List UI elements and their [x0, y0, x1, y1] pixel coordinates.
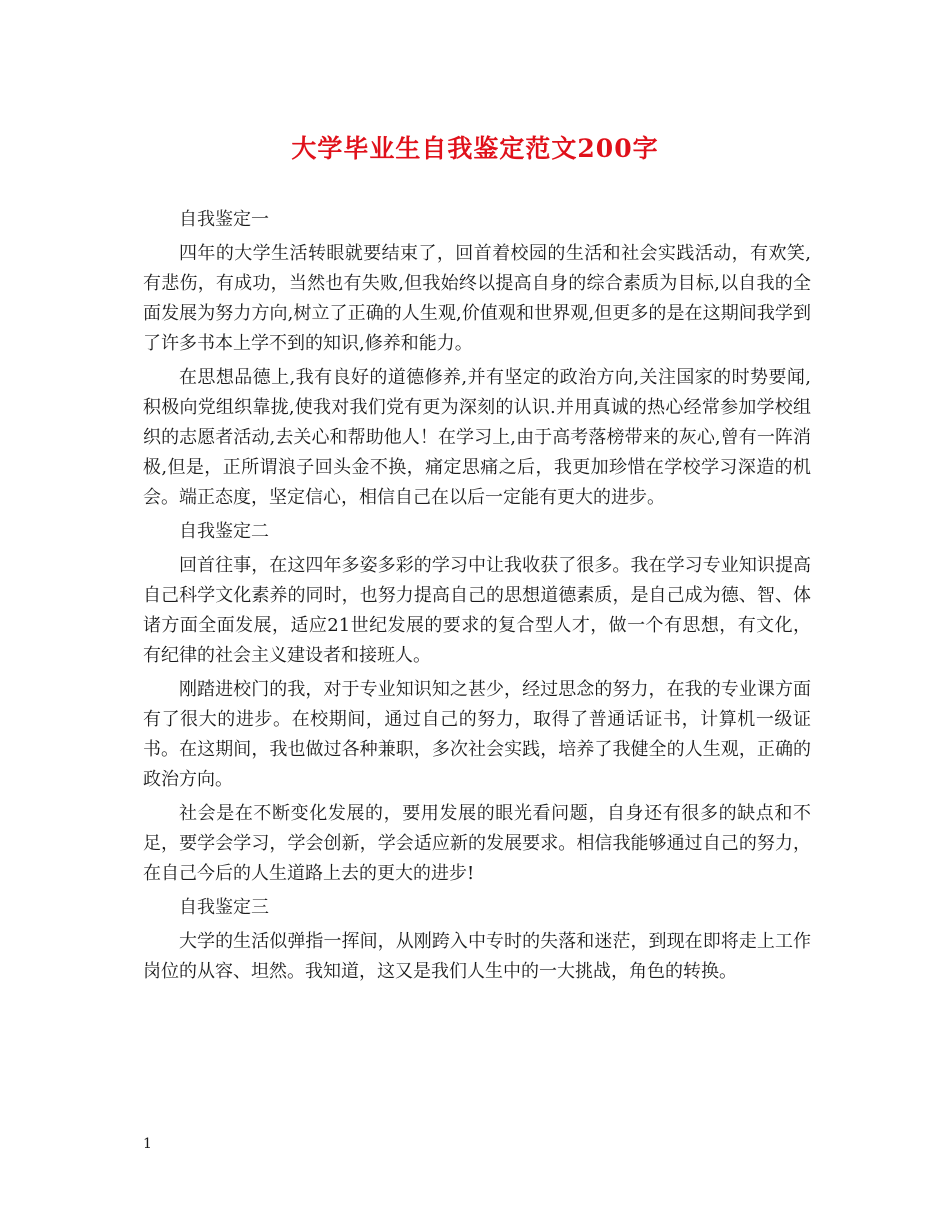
section-heading: 自我鉴定三 — [179, 897, 269, 918]
section-2 — [143, 517, 811, 889]
paragraph: 社会是在不断变化发展的，要用发展的眼光看问题，自身还有很多的缺点和不足，要学会学习，学会创新，学会适应新的发展要求。相信我能够通过自己的努力，在自己今后的人生道路上去的更大的进步! — [143, 803, 811, 884]
section-3 — [143, 893, 811, 987]
document-body — [143, 205, 811, 991]
page-number: 1 — [143, 1136, 152, 1152]
document-title: 大学毕业生自我鉴定范文200字 — [291, 134, 659, 163]
paragraph: 刚踏进校门的我，对于专业知识知之甚少，经过思念的努力，在我的专业课方面有了很大的进步。在校期间，通过自己的努力，取得了普通话证书，计算机一级证书。在这期间，我也做过各种兼职，多次社会实践，培养了我健全的人生观，正确的政治方向。 — [143, 679, 811, 790]
section-heading: 自我鉴定二 — [179, 521, 269, 542]
section-heading: 自我鉴定一 — [179, 209, 269, 230]
section-1 — [143, 205, 811, 513]
paragraph: 四年的大学生活转眼就要结束了，回首着校园的生活和社会实践活动，有欢笑,有悲伤，有成功，当然也有失败,但我始终以提高自身的综合素质为目标,以自我的全面发展为努力方向,树立了正确的人生观,价值观和世界观,但更多的是在这期间我学到了许多书本上学不到的知识,修养和能力。 — [143, 243, 811, 354]
paragraph: 在思想品德上,我有良好的道德修养,并有坚定的政治方向,关注国家的时势要闻,积极向党组织靠拢,使我对我们党有更为深刻的认识.并用真诚的热心经常参加学校组织的志愿者活动,去关心和帮助他人！在学习上,由于高考落榜带来的灰心,曾有一阵消极,但是，正所谓浪子回头金不换，痛定思痛之后，我更加珍惜在学校学习深造的机会。端正态度，坚定信心，相信自己在以后一定能有更大的进步。 — [143, 367, 811, 508]
paragraph: 大学的生活似弹指一挥间，从刚跨入中专时的失落和迷茫，到现在即将走上工作岗位的从容、坦然。我知道，这又是我们人生中的一大挑战，角色的转换。 — [143, 931, 811, 982]
paragraph: 回首往事，在这四年多姿多彩的学习中让我收获了很多。我在学习专业知识提高自己科学文化素养的同时，也努力提高自己的思想道德素质，是自己成为德、智、体诸方面全面发展，适应21世纪发展的要求的复合型人才，做一个有思想，有文化，有纪律的社会主义建设者和接班人。 — [143, 555, 811, 666]
